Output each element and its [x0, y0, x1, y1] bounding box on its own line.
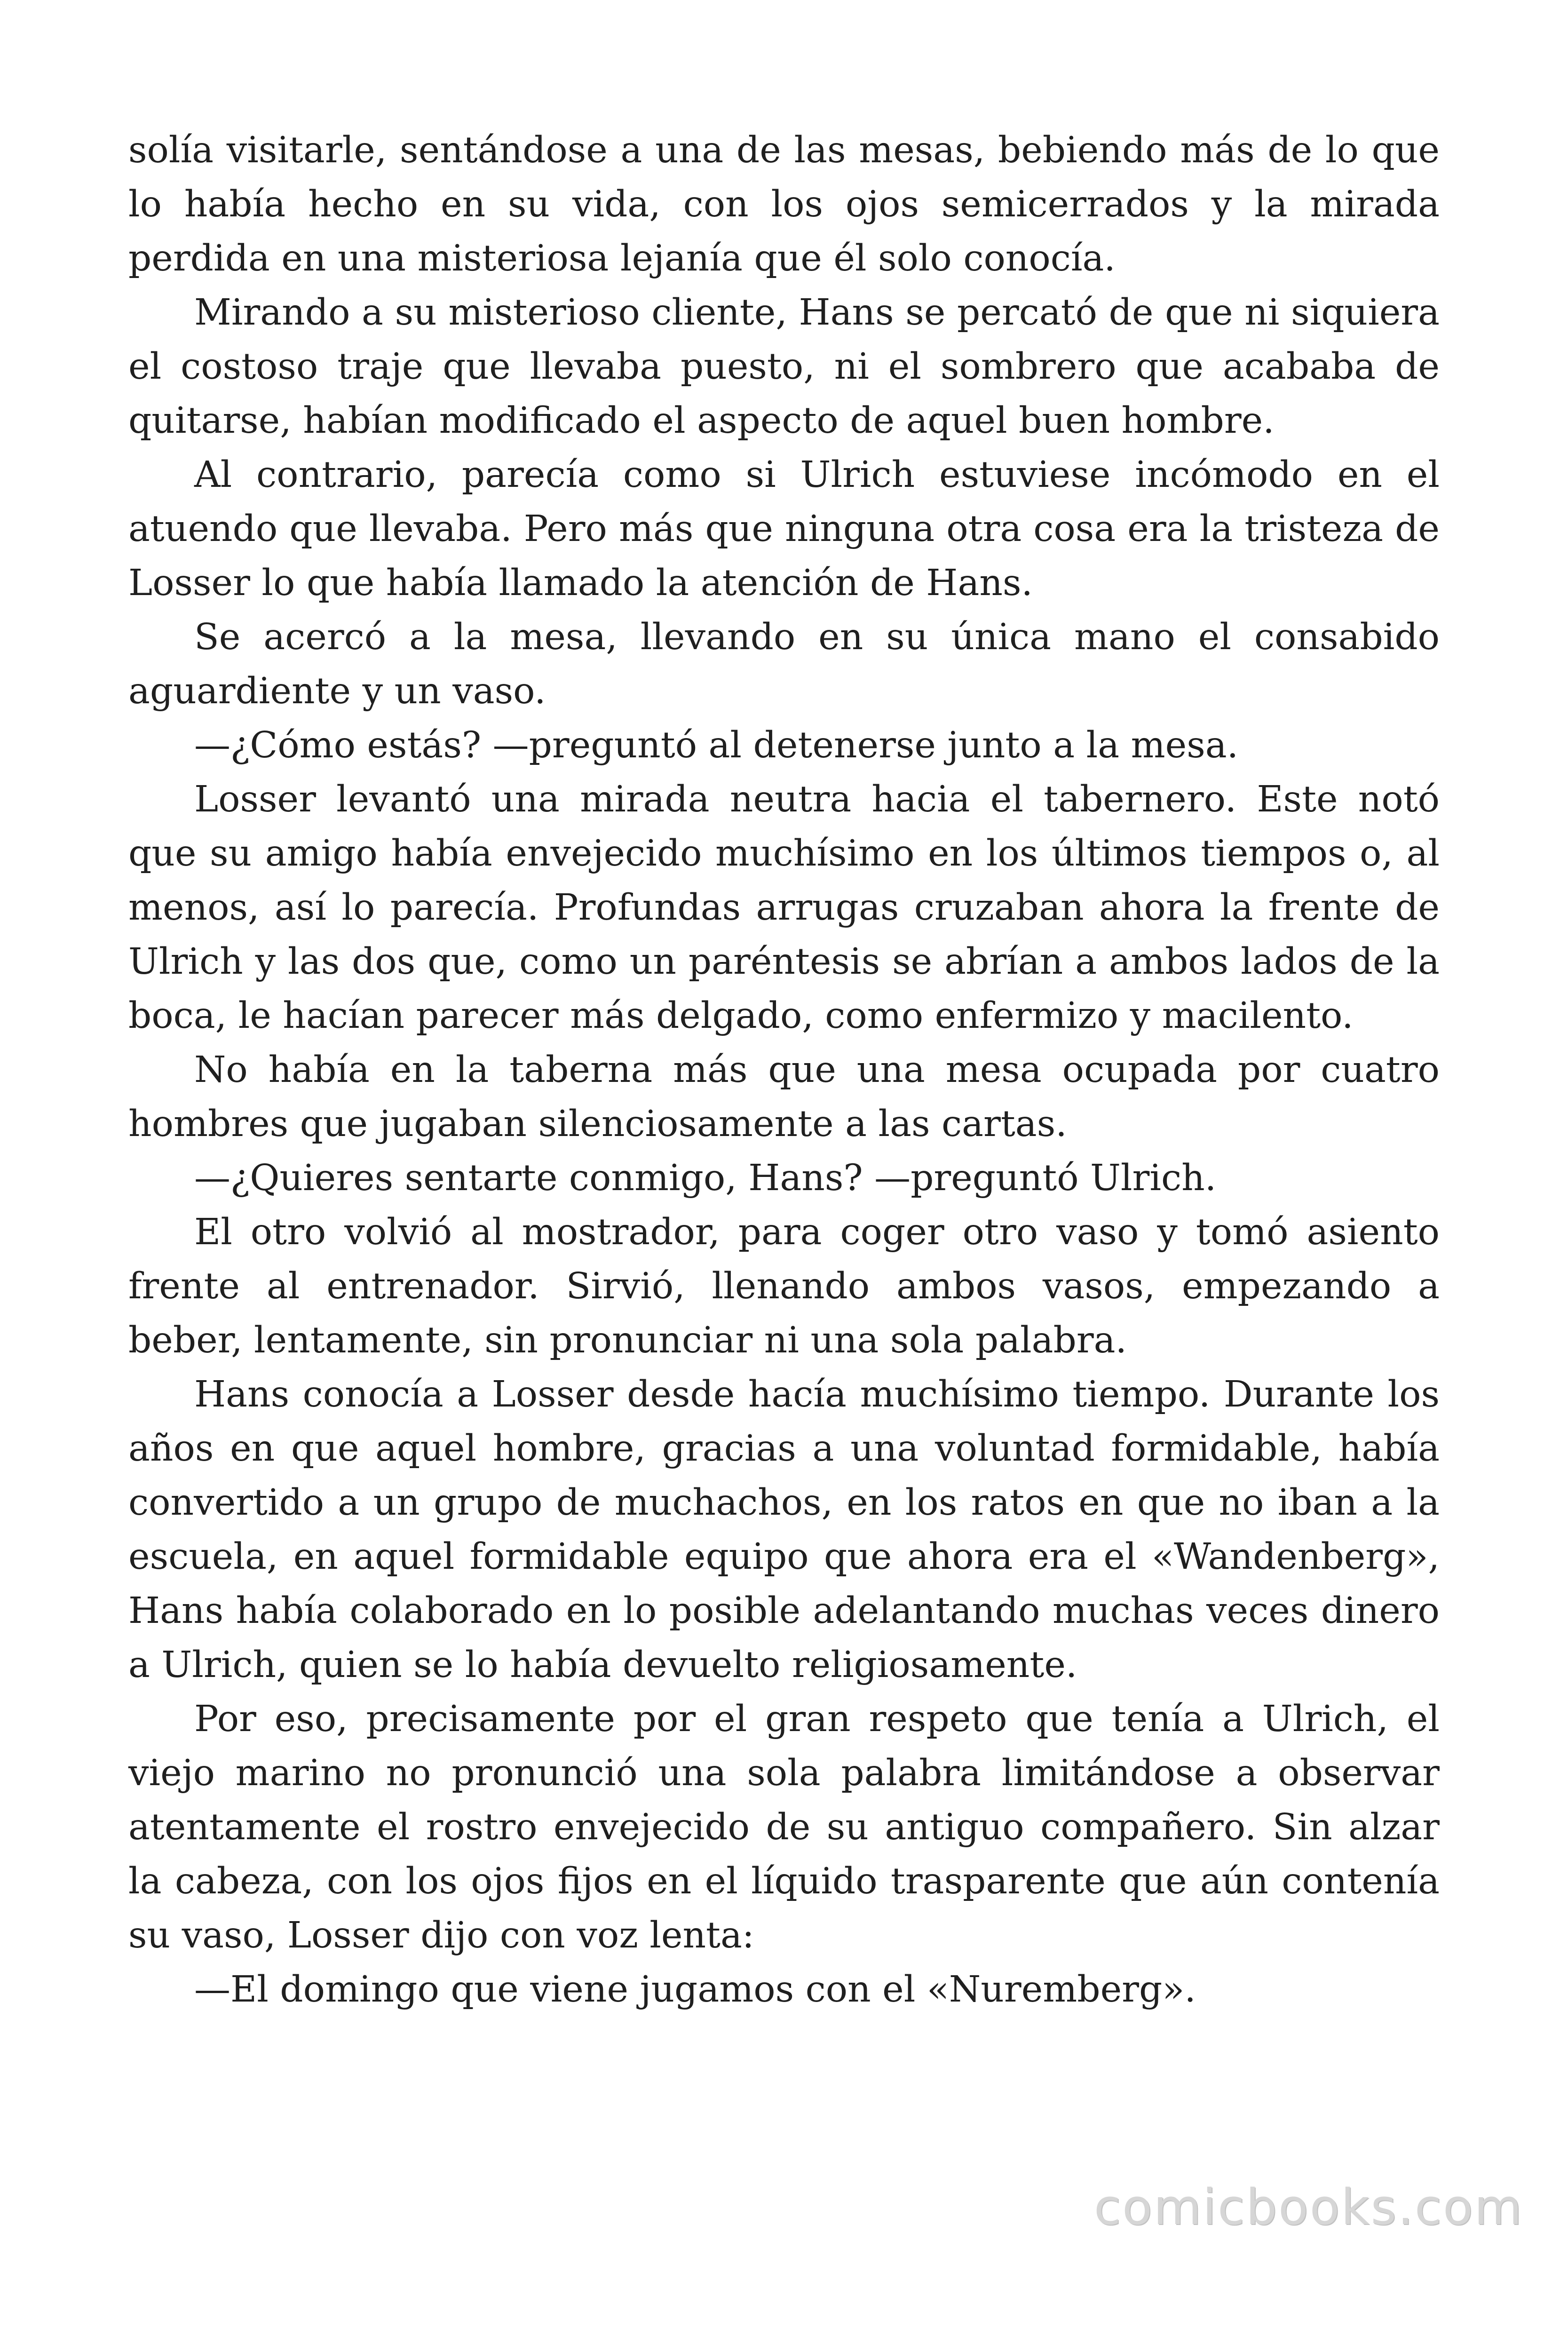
- body-text: [128, 123, 1440, 2017]
- dialogue-line: —El domingo que viene jugamos con el «Nuremberg».: [194, 1969, 1196, 2010]
- paragraph: Al contrario, parecía como si Ulrich estuviese incómodo en el atuendo que llevaba. Pero más que ninguna otra cosa era la tristeza de Losser lo que había llamado la atención de Hans.: [128, 454, 1440, 604]
- watermark-logo: comicbooks.com: [1093, 2178, 1523, 2236]
- dialogue-line: —¿Cómo estás? —preguntó al detenerse junto a la mesa.: [194, 724, 1239, 766]
- paragraph: No había en la taberna más que una mesa ocupada por cuatro hombres que jugaban silenciosamente a las cartas.: [128, 1049, 1440, 1145]
- paragraph: solía visitarle, sentándose a una de las mesas, bebiendo más de lo que lo había hecho en su vida, con los ojos semicerrados y la mirada perdida en una misteriosa lejanía que él solo conocía.: [128, 129, 1440, 279]
- paragraph: Mirando a su misterioso cliente, Hans se percató de que ni siquiera el costoso traje que llevaba puesto, ni el sombrero que acababa de quitarse, habían modificado el aspecto de aquel buen hombre.: [128, 292, 1440, 442]
- paragraph: Losser levantó una mirada neutra hacia el tabernero. Este notó que su amigo había envejecido muchísimo en los últimos tiempos o, al menos, así lo parecía. Profundas arrugas cruzaban ahora la frente de Ulrich y las dos que, como un paréntesis se abrían a ambos lados de la boca, le hacían parecer más delgado, como enfermizo y macilento.: [128, 779, 1440, 1037]
- paragraph: Hans conocía a Losser desde hacía muchísimo tiempo. Durante los años en que aquel hombre, gracias a una voluntad formidable, había convertido a un grupo de muchachos, en los ratos en que no iban a la escuela, en aquel formidable equipo que ahora era el «Wandenberg», Hans había colaborado en lo posible adelantando muchas veces dinero a Ulrich, quien se lo había devuelto religiosamente.: [128, 1374, 1440, 1686]
- paragraph: Se acercó a la mesa, llevando en su única mano el consabido aguardiente y un vaso.: [128, 616, 1440, 712]
- paragraph: Por eso, precisamente por el gran respeto que tenía a Ulrich, el viejo marino no pronunció una sola palabra limitándose a observar atentamente el rostro envejecido de su antiguo compañero. Sin alzar la cabeza, con los ojos fijos en el líquido trasparente que aún contenía su vaso, Losser dijo con voz lenta:: [128, 1698, 1440, 1956]
- dialogue-line: —¿Quieres sentarte conmigo, Hans? —preguntó Ulrich.: [194, 1157, 1217, 1199]
- paragraph: El otro volvió al mostrador, para coger otro vaso y tomó asiento frente al entrenador. Sirvió, llenando ambos vasos, empezando a beber, lentamente, sin pronunciar ni una sola palabra.: [128, 1211, 1440, 1361]
